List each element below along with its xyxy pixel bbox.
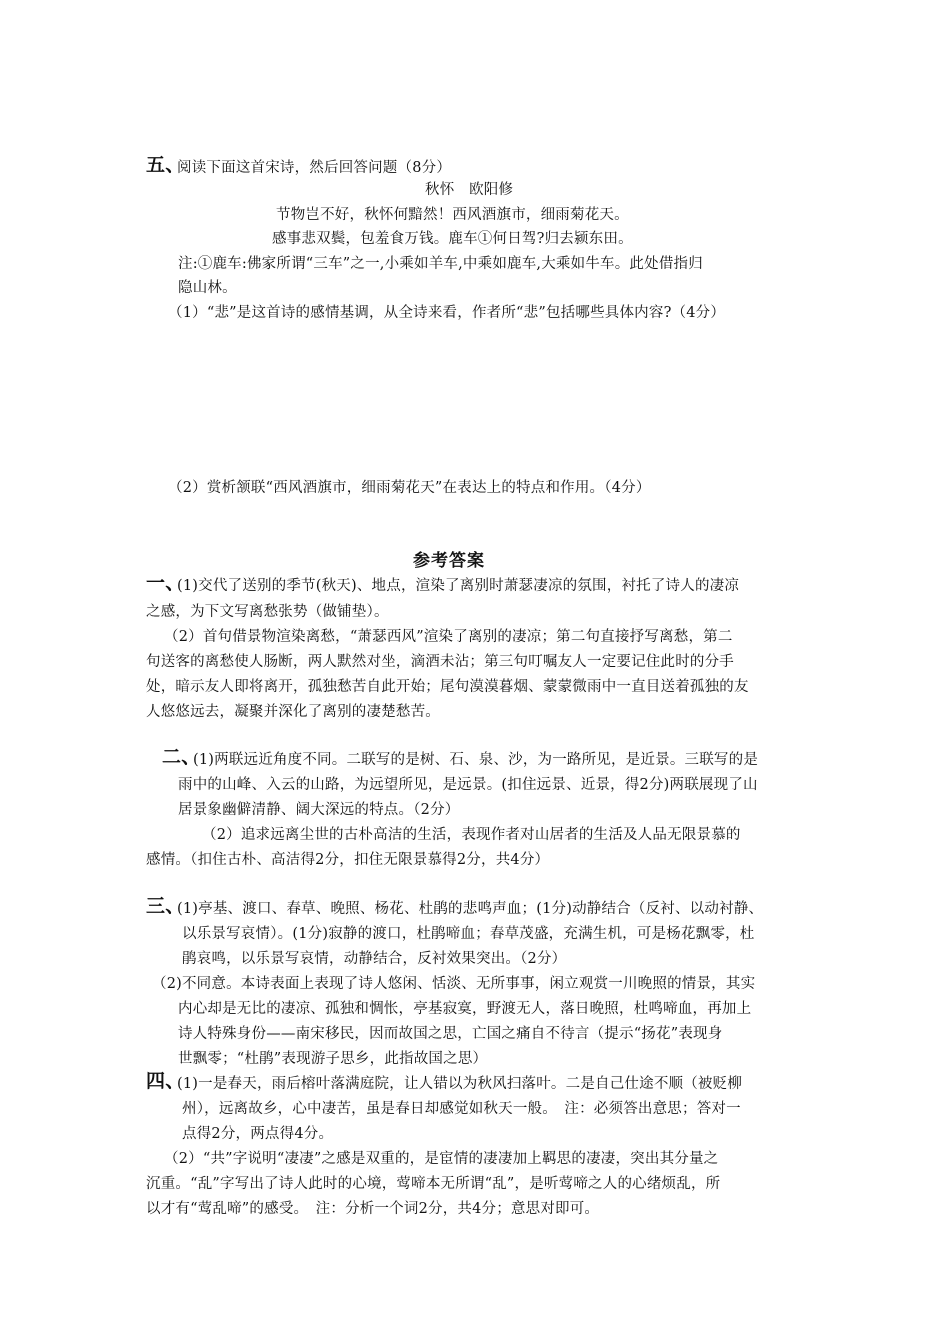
answer-3-line-1: (1)亭基、渡口、春草、晚照、杨花、杜鹃的悲鸣声血；(1分)动静结合（反衬、以动衬静、 bbox=[177, 901, 764, 917]
answer-3-number: 三、 bbox=[146, 895, 185, 917]
poem-note-line-1: 注:①鹿车:佛家所谓“三车”之一,小乘如羊车,中乘如鹿车,大乘如牛车。此处借指归 bbox=[178, 256, 703, 272]
answer-4-line-3: 点得2分，两点得4分。 bbox=[182, 1126, 334, 1142]
q5-question-2: （2）赏析颔联“西风酒旗市，细雨菊花天”在表达上的特点和作用。（4分） bbox=[168, 480, 651, 496]
answer-1-number: 一、 bbox=[146, 572, 185, 594]
answer-4-line-4: （2）“共”字说明“凄凄”之感是双重的，是宦情的凄凄加上羁思的凄凄，突出其分量之 bbox=[164, 1151, 719, 1167]
answer-4-line-1: (1)一是春天，雨后榕叶落满庭院，让人错以为秋风扫落叶。二是自己仕途不顺（被贬柳 bbox=[177, 1076, 743, 1092]
answer-2-line-3: 居景象幽僻清静、阔大深远的特点。（2分） bbox=[178, 802, 460, 818]
answer-4-line-6: 以才有“莺乱啼”的感受。 注：分析一个词2分，共4分；意思对即可。 bbox=[146, 1201, 600, 1217]
q5-instruction: 阅读下面这首宋诗，然后回答问题（8分） bbox=[177, 160, 452, 176]
answer-3-line-4: （2)不同意。本诗表面上表现了诗人悠闲、恬淡、无所事事，闲立观赏一川晚照的情景，其实 bbox=[152, 976, 756, 992]
answer-1-line-4: 句送客的离愁使人肠断，两人默然对坐，滴酒未沾；第三句叮嘱友人一定要记住此时的分手 bbox=[146, 654, 734, 670]
answer-1-line-1: (1)交代了送别的季节(秋天)、地点，渲染了离别时萧瑟凄凉的氛围，衬托了诗人的凄凉 bbox=[177, 578, 740, 594]
answer-1-line-6: 人悠悠远去，凝聚并深化了离别的凄楚愁苦。 bbox=[146, 704, 440, 720]
answer-2-line-4: （2）追求远离尘世的古朴高洁的生活，表现作者对山居者的生活及人品无限景慕的 bbox=[202, 827, 741, 843]
answer-3-line-7: 世飘零；“杜鹃”表现游子思乡，此指故国之思） bbox=[178, 1051, 488, 1067]
q5-question-1: （1）“悲”是这首诗的感情基调，从全诗来看，作者所“悲”包括哪些具体内容?（4分） bbox=[168, 305, 726, 321]
answer-3-line-6: 诗人特殊身份——南宋移民，因而故国之思，亡国之痛自不待言（提示“扬花”表现身 bbox=[178, 1026, 723, 1042]
q5-number: 五、 bbox=[146, 154, 185, 176]
answer-4-number: 四、 bbox=[146, 1070, 185, 1092]
answer-4-line-2: 州），远离故乡，心中凄苦，虽是春日却感觉如秋天一般。 注：必须答出意思；答对一 bbox=[182, 1101, 741, 1117]
poem-line-1: 节物岂不好，秋怀何黯然！西风酒旗市，细雨菊花天。 bbox=[276, 207, 629, 223]
answer-1-line-5: 处，暗示友人即将离开，孤独愁苦自此开始；尾句漠漠暮烟、蒙蒙微雨中一直目送着孤独的友 bbox=[146, 679, 749, 695]
answer-3-line-3: 鹃哀鸣，以乐景写哀情，动静结合，反衬效果突出。（2分） bbox=[182, 951, 567, 967]
answer-2-line-5: 感情。（扣住古朴、高洁得2分，扣住无限景慕得2分，共4分） bbox=[146, 852, 550, 868]
answer-3-line-2: 以乐景写哀情）。(1分)寂静的渡口，杜鹃啼血；春草茂盛，充满生机，可是杨花飘零，杜 bbox=[182, 926, 755, 942]
answer-3-line-5: 内心却是无比的凄凉、孤独和惆怅，亭基寂寞，野渡无人，落日晚照，杜鸣啼血，再加上 bbox=[178, 1001, 752, 1017]
answer-2-line-1: (1)两联远近角度不同。二联写的是树、石、泉、沙，为一路所见，是近景。三联写的是 bbox=[193, 752, 759, 768]
answer-2-number: 二、 bbox=[162, 746, 201, 768]
answers-heading: 参考答案 bbox=[413, 551, 485, 571]
poem-note-line-2: 隐山林。 bbox=[178, 280, 237, 296]
answer-1-line-2: 之感，为下文写离愁张势（做铺垫）。 bbox=[146, 604, 389, 620]
poem-title: 秋怀 欧阳修 bbox=[425, 182, 514, 198]
answer-2-line-2: 雨中的山峰、入云的山路，为远望所见，是远景。(扣住远景、近景，得2分)两联展现了山 bbox=[178, 777, 758, 793]
poem-line-2: 感事悲双鬓，包羞食万钱。鹿车①何日驾?归去颍东田。 bbox=[272, 231, 633, 247]
answer-4-line-5: 沉重。“乱”字写出了诗人此时的心境，莺啼本无所谓“乱”，是听莺啼之人的心绪烦乱，所 bbox=[146, 1176, 721, 1192]
answer-1-line-3: （2）首句借景物渲染离愁，“萧瑟西风”渲染了离别的凄凉；第二句直接抒写离愁，第二 bbox=[164, 629, 733, 645]
